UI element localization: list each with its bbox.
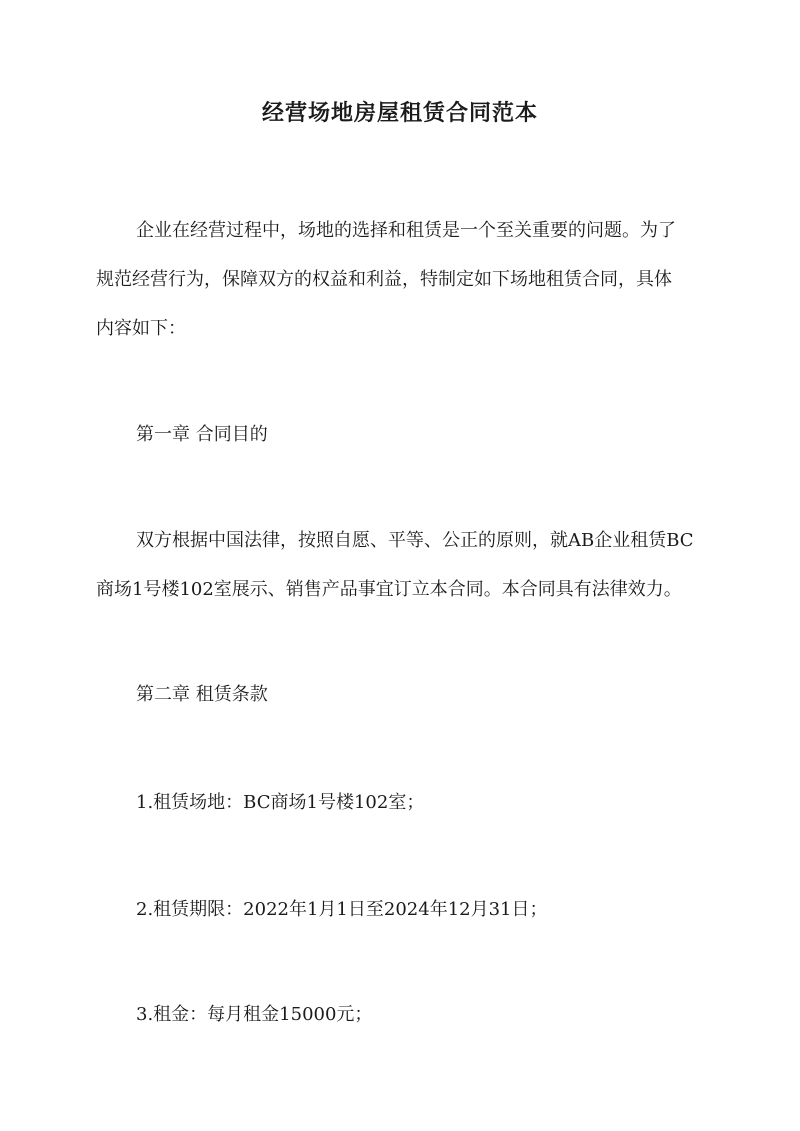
chapter1-heading-block [96,410,716,459]
intro-line: 规范经营行为，保障双方的权益和利益，特制定如下场地租赁合同，具体 [96,269,672,290]
chapter2-heading: 第二章 租赁条款 [136,684,268,705]
clause-1-block [96,778,716,827]
clause-item: 2.租赁期限：2022年1月1日至2024年12月31日； [136,899,548,920]
chapter1-line: 商场1号楼102室展示、销售产品事宜订立本合同。本合同具有法律效力。 [96,579,682,600]
chapter1-line: 双方根据中国法律，按照自愿、平等、公正的原则，就AB企业租赁BC [136,530,694,551]
clause-3-block [96,990,716,1039]
intro-paragraph [96,206,716,353]
clause-2-block [96,885,716,934]
clause-item: 1.租赁场地：BC商场1号楼102室； [136,792,425,813]
chapter1-heading: 第一章 合同目的 [136,424,268,445]
chapter2-heading-block [96,670,716,719]
document-title: 经营场地房屋租赁合同范本 [261,100,538,126]
intro-line: 企业在经营过程中，场地的选择和租赁是一个至关重要的问题。为了 [136,220,676,241]
chapter1-paragraph [96,516,716,614]
clause-item: 3.租金：每月租金15000元； [136,1004,373,1025]
intro-line: 内容如下： [96,318,186,339]
